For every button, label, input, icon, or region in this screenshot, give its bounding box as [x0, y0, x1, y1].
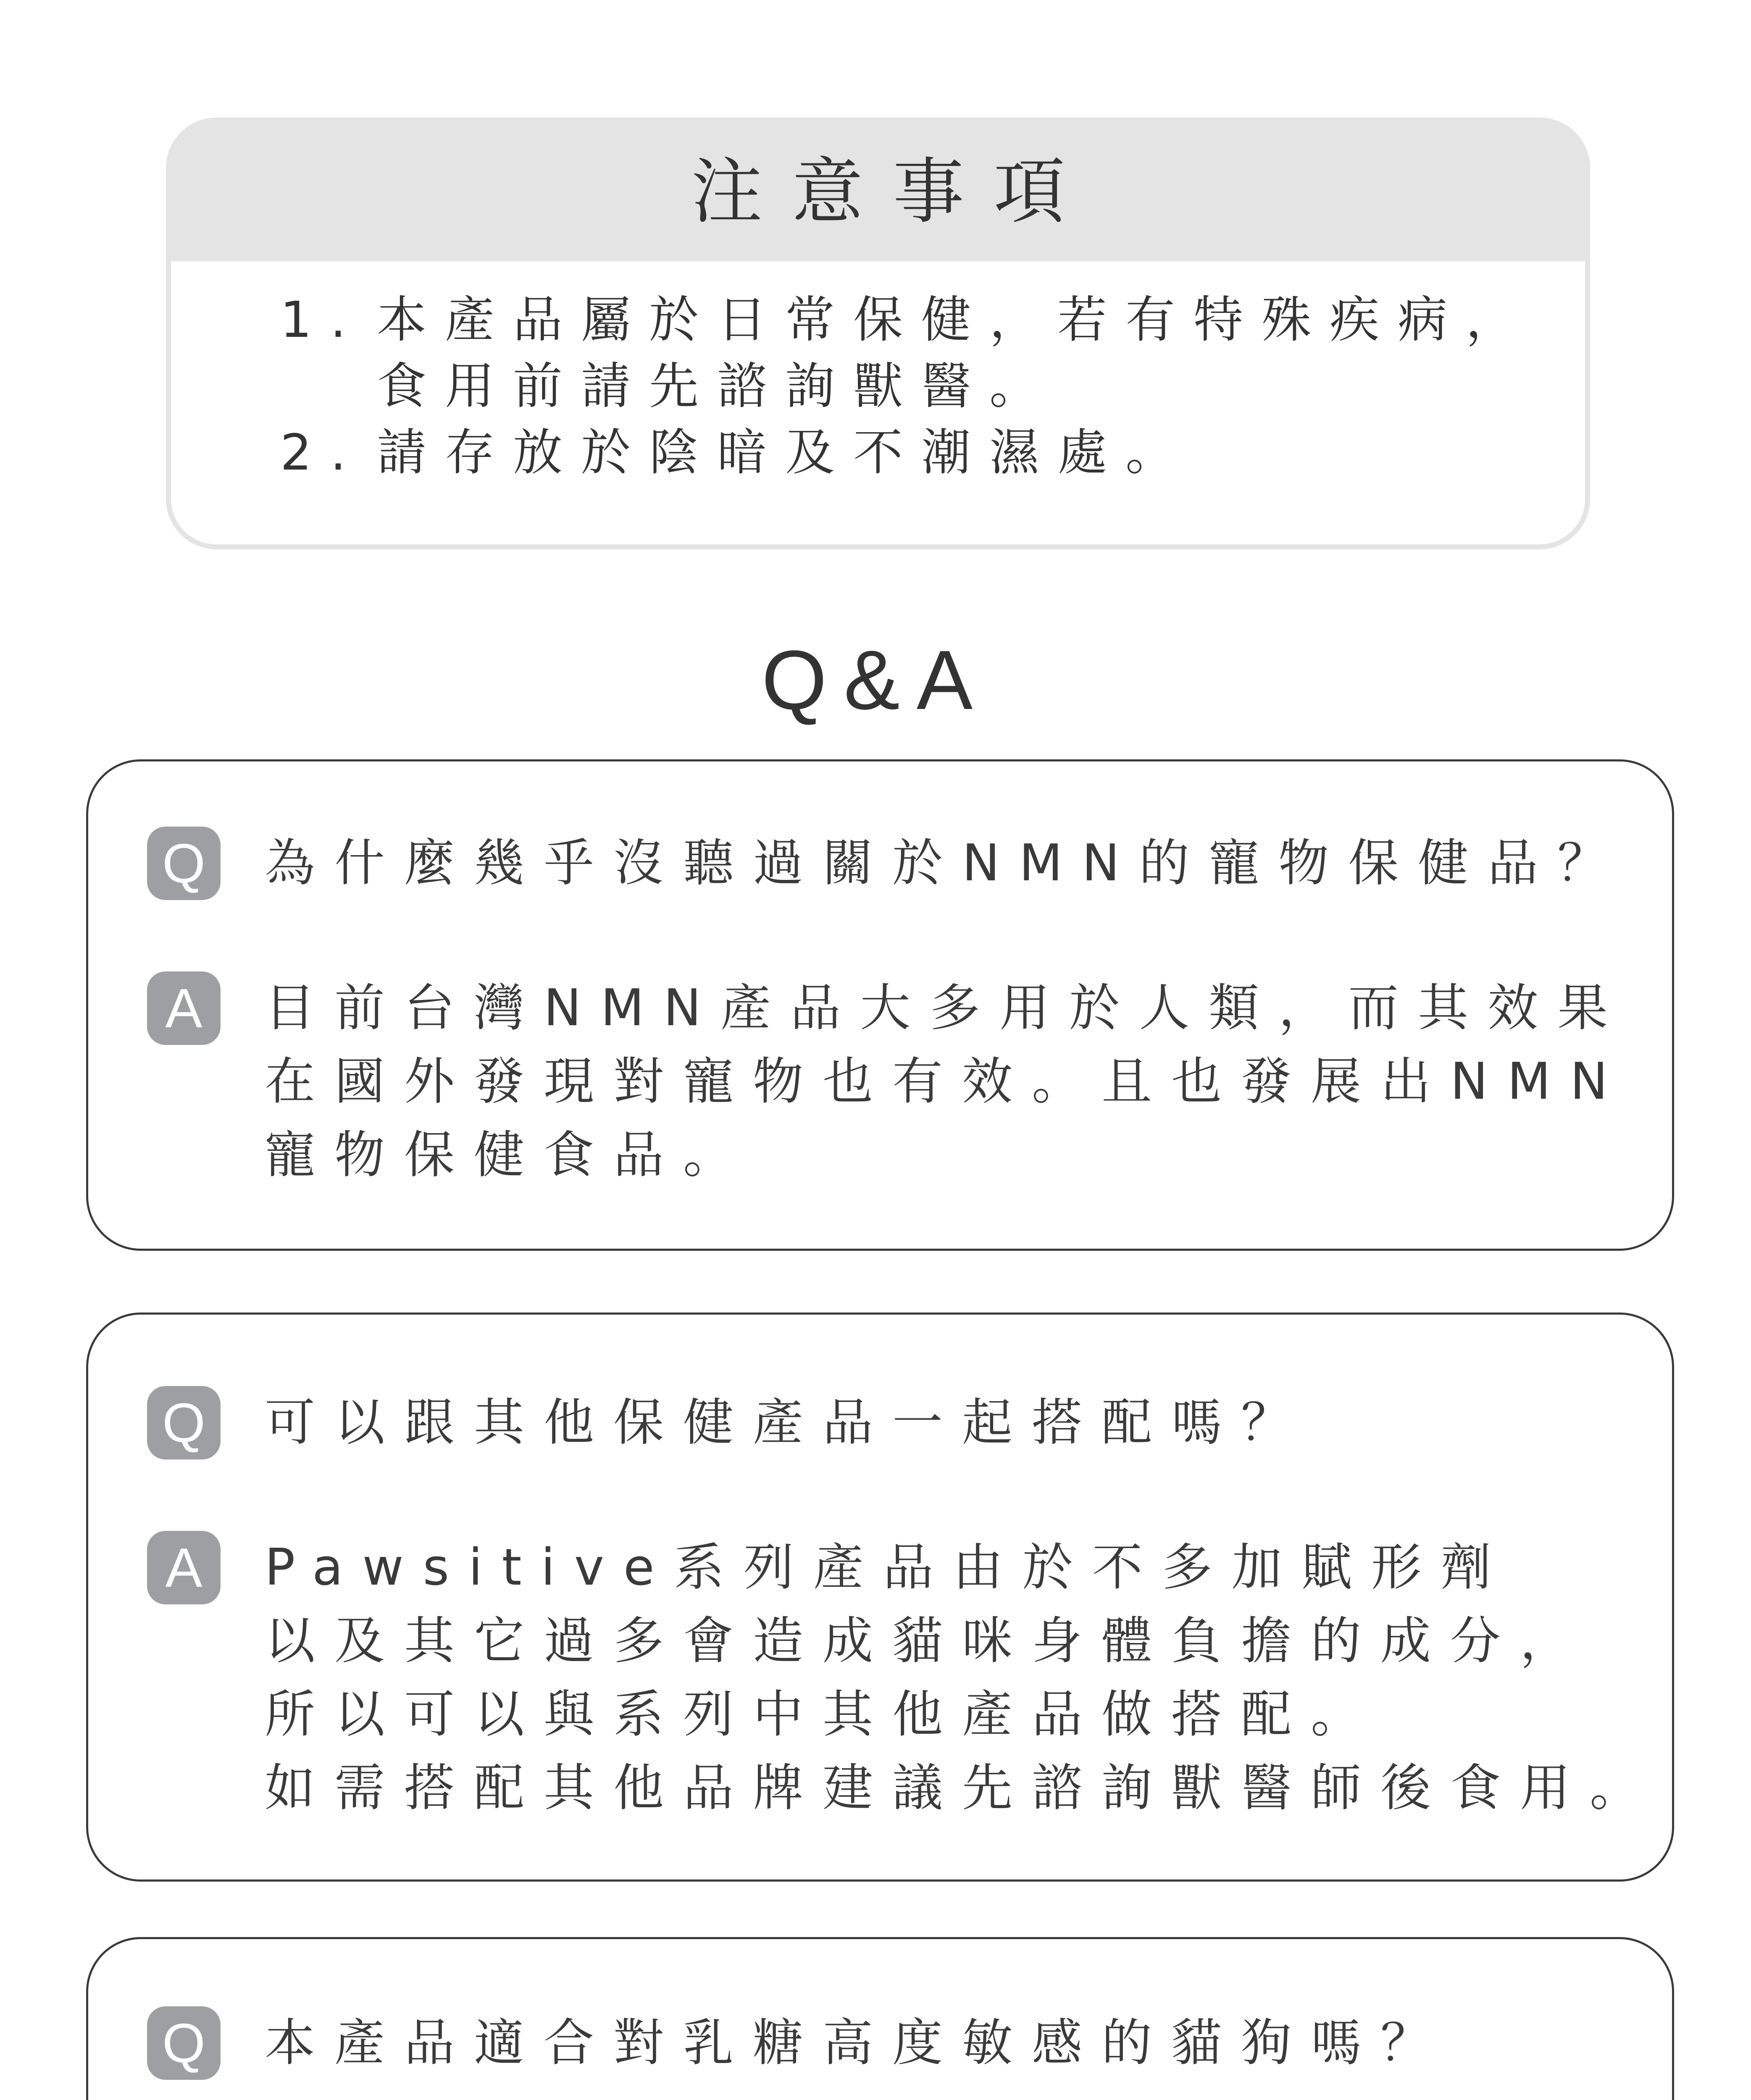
question-text: 可以跟其他保健產品一起搭配嗎？: [265, 1394, 1311, 1452]
qa-card: [86, 1312, 1674, 1882]
answer-text: 目前台灣NMN產品大多用於人類，而其效果 在國外發現對寵物也有效。且也發展出NMN 寵物保健食品。: [265, 979, 1627, 1184]
notice-item-number: 1.: [280, 291, 365, 349]
question-row: [147, 1390, 1311, 1460]
q-badge: Q: [147, 1386, 221, 1460]
notice-header: [171, 123, 1585, 261]
question-text: 為什麼幾乎沒聽過關於NMN的寵物保健品？: [265, 834, 1627, 892]
answer-text: Pawsitive系列產品由於不多加賦形劑 以及其它過多會造成貓咪身體負擔的成分， 所以可以與系列中其他產品做搭配。 如需搭配其他品牌建議先諮詢獸醫師後食用。: [265, 1538, 1659, 1817]
qa-card: [86, 1937, 1674, 2100]
notice-list: [280, 286, 1541, 486]
notice-title: 注意事項: [691, 150, 1094, 234]
a-badge: A: [147, 971, 221, 1045]
notice-item-number: 2.: [280, 423, 365, 481]
answer-row: [147, 1535, 1659, 1825]
question-row: [147, 831, 1627, 900]
notice-item-text: 本產品屬於日常保健，若有特殊疾病， 食用前請先諮詢獸醫。: [377, 291, 1534, 415]
q-badge: Q: [147, 2006, 221, 2080]
question-text: 本產品適合對乳糖高度敏感的貓狗嗎？: [265, 2014, 1450, 2072]
answer-row: [147, 976, 1627, 1192]
qa-heading: Q&A: [761, 633, 990, 727]
notice-item-text: 請存放於陰暗及不潮濕處。: [377, 423, 1194, 481]
notice-item: [280, 286, 1541, 419]
q-badge: Q: [147, 827, 221, 900]
qa-card: [86, 759, 1674, 1251]
question-row: [147, 2011, 1450, 2080]
notice-box: [166, 118, 1590, 549]
a-badge: A: [147, 1531, 221, 1604]
notice-item: [280, 419, 1541, 486]
